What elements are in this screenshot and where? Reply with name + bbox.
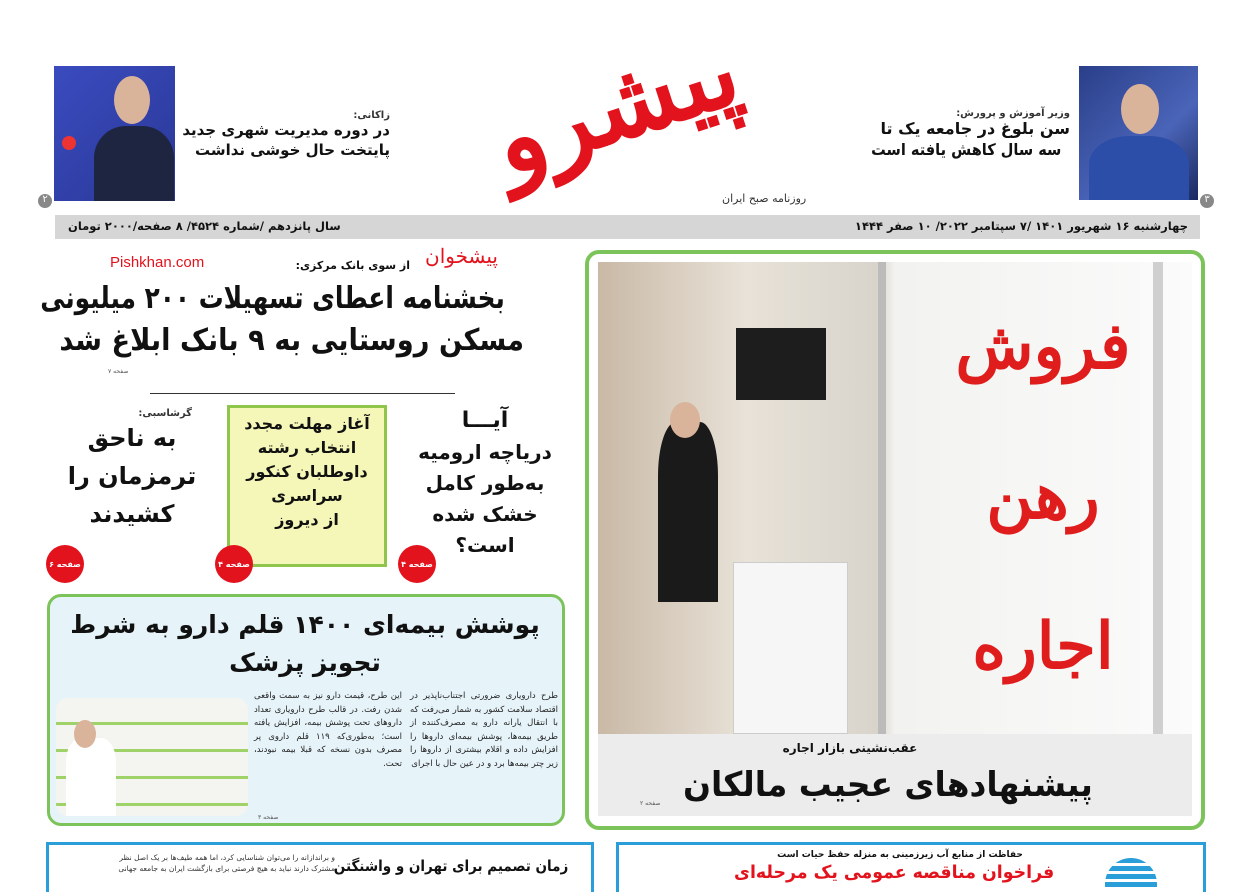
bottom-right-headline: فراخوان مناقصه عمومی یک مرحله‌ای [734,862,1055,883]
brief-garshasbi-1: به ناحق [87,424,177,452]
main-kicker: عقب‌نشینی بازار اجاره [782,741,918,755]
top-left-headline-1: در دوره مدیریت شهری جدید [182,121,390,139]
watermark-fa: پیشخوان [425,244,498,268]
bottom-left-text-2: مشترک دارند نباید به هیچ فرصتی برای بازگشت ایران به جامعه جهانی [118,864,335,873]
bottom-left-text-1: و برانداز‌انه را می‌توان شناسایی کرد، اما همه طیف‌ها بر یک اصل نظر [119,853,335,862]
brief-konkur-3: داوطلبان کنکور [246,462,368,481]
lead-headline-1: بخشنامه اعطای تسهیلات ۲۰۰ میلیونی [40,281,505,316]
masthead-logo [477,9,753,200]
brief-konkur-box [227,405,387,567]
page-badge-urmia: صفحه ۴ [398,545,436,583]
issue-text: سال پانزدهم /شماره ۴۵۲۴/ ۸ صفحه/۲۰۰۰ تومان [68,219,341,233]
brief-urmia-2: دریاچه ارومیه [418,440,552,464]
page-ref-3: ۳ [1200,194,1214,208]
sign-text-sale: فروش [955,309,1131,384]
brief-urmia-5: است؟ [455,533,515,557]
insurance-col-2: این طرح، قیمت دارو نیز به سمت واقعی شدن رفت. در قالب طرح دارویاری تعداد داروهای تحت پوشش بیمه، افزایش یافته است؛ به‌طوری‌که ۱۱۹ قلم داروی پر مصرف بدون نسخه که قبلا بیمه نبودند، تحت. [254,691,402,769]
brief-konkur-2: انتخاب رشته [257,438,357,457]
divider [150,393,455,394]
pharmacy-photo [56,698,248,816]
main-page-ref: صفحه ۲ [640,800,661,807]
page-badge-garshasbi: صفحه ۶ [46,545,84,583]
brief-konkur-4: سراسری [271,486,343,505]
brief-urmia-3: به‌طور کامل [425,471,545,495]
date-text: چهارشنبه ۱۶ شهریور ۱۴۰۱ /۷ سپتامبر ۲۰۲۲/ ۱۰ صفر ۱۴۴۴ [854,219,1188,233]
top-right-headline-2: سه سال کاهش یافته است [871,139,1062,159]
minister-photo [1079,66,1198,200]
zakani-photo [54,66,175,201]
lead-kicker: از سوی بانک مرکزی: [295,259,410,272]
lead-headline-2: مسکن روستایی به ۹ بانک ابلاغ شد [59,323,525,358]
top-left-kicker: زاکانی: [353,110,390,121]
brief-garshasbi-kicker: گرشاسبی: [138,408,192,419]
watermark-en: Pishkhan.com [110,254,205,271]
sign-text-mortgage: رهن [986,459,1100,534]
insurance-headline-1: پوشش بیمه‌ای ۱۴۰۰ قلم دارو به شرط [70,610,540,639]
top-right-kicker: وزیر آموزش و پرورش: [956,108,1070,119]
masthead-subtitle: روزنامه صبح ایران [722,192,807,205]
main-photo [598,262,1192,734]
page-ref-2: ۲ [38,194,52,208]
brief-urmia-4: خشک شده [432,502,538,526]
bottom-right-kicker: حفاظت از منابع آب زیرزمینی به منزله حفظ حیات است [777,850,1023,860]
top-left-headline-2: پایتخت حال خوشی نداشت [194,140,390,159]
top-right-headline-1: سن بلوغ در جامعه یک تا [880,119,1070,138]
brief-konkur-5: از دیروز [275,510,339,529]
sign-text-rent: اجاره [972,609,1114,684]
brief-konkur-1: آغاز مهلت مجدد [244,414,370,433]
brief-urmia-1: آیـــا [461,408,509,433]
logo-text: پیشرو [477,9,753,200]
insurance-page-ref: صفحه ۳ [258,814,279,821]
brief-garshasbi-3: کشیدند [89,500,175,528]
page-badge-konkur: صفحه ۴ [215,545,253,583]
bottom-left-headline: زمان تصمیم برای تهران و واشنگتن [333,857,569,875]
insurance-headline-2: تجویز پزشک [229,648,381,677]
insurance-col-1: طرح دارویاری ضرورتی اجتناب‌ناپذیر در اقتصاد سلامت کشور به شمار می‌رفت که با انتقال یارانه دارو به مصرف‌کننده از طریق بیمه‌ها، پوشش بیمه‌ای داروها را افزایش داده و اقلام بیشتری از داروها را زیر چتر بیمه‌ها برد و در عین حال با اجرای [410,691,558,769]
main-headline: پیشنهادهای عجیب مالکان [682,765,1093,805]
lead-page-ref: صفحه ۷ [108,368,129,375]
brief-garshasbi-2: ترمزمان را [67,462,197,490]
